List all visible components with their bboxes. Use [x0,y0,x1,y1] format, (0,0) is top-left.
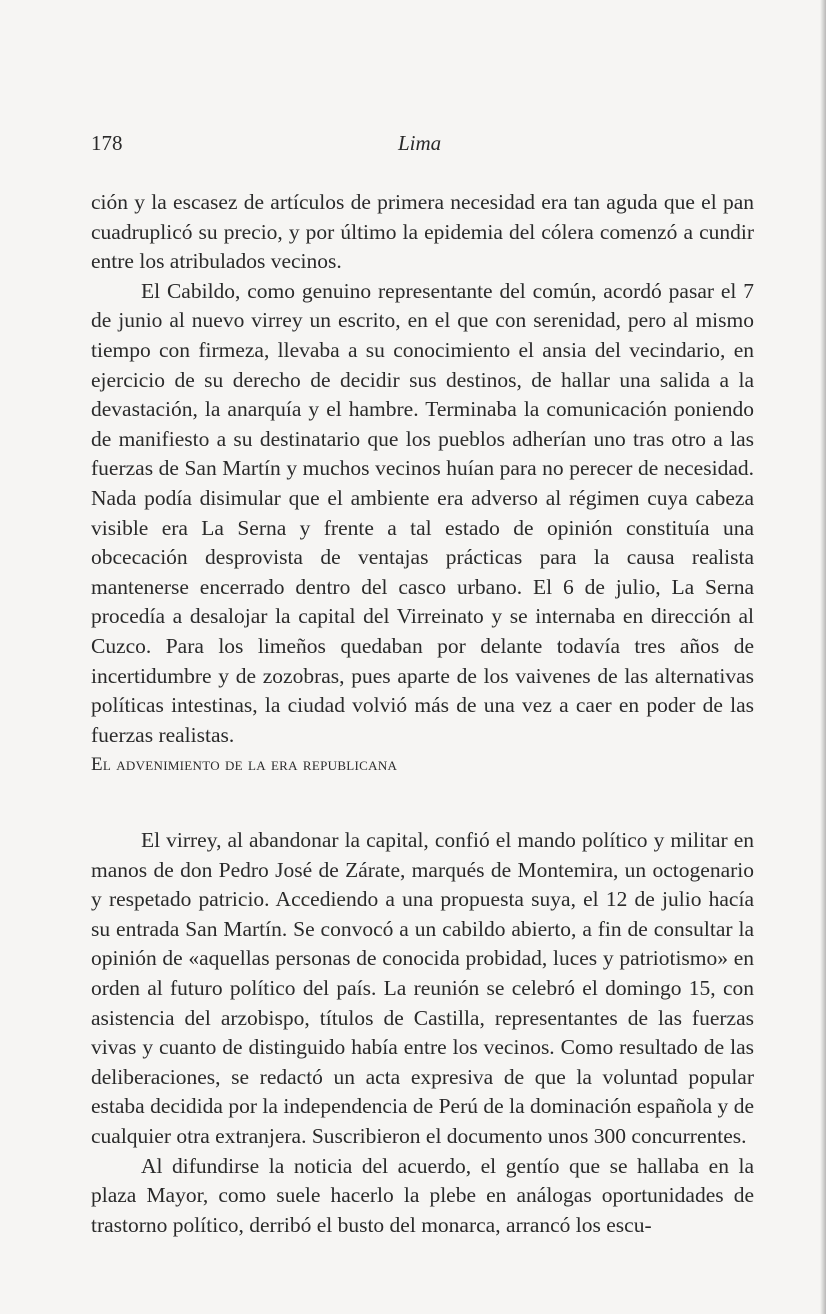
section-heading: El advenimiento de la era republicana [91,754,398,775]
page-edge-shadow [820,0,826,1314]
page-number: 178 [91,131,123,155]
running-header [91,131,754,161]
body-paragraph: ción y la escasez de artículos de primera necesidad era tan aguda que el pan cuadruplicó su precio, y por último la epidemia del cólera comenzó a cundir entre los atribulados vecinos. [91,190,754,274]
body-paragraph: El virrey, al abandonar la capital, confió el mando político y militar en manos de don Pedro José de Zárate, marqués de Montemira, un octogenario y respetado patricio. Accediendo a una propuesta suya, el 12 de julio hacía su entrada San Martín. Se convocó a un cabildo abierto, a fin de consultar la opinión de «aquellas personas de conocida probidad, luces y patriotismo» en orden al futuro político del país. La reunión se celebró el domingo 15, con asistencia del arzobispo, títulos de Castilla, representantes de las fuerzas vivas y cuanto de distinguido había entre los vecinos. Como resultado de las deliberaciones, se redactó un acta expresiva de que la voluntad popular estaba decidida por la independencia de Perú de la dominación española y de cualquier otra extranjera. Suscribieron el documento unos 300 concurrentes. [91,828,754,1148]
body-paragraph: Al difundirse la noticia del acuerdo, el gentío que se hallaba en la plaza Mayor, como suele hacerlo la plebe en análogas oportunidades de trastorno político, derribó el busto del monarca, arrancó los escu- [91,1153,754,1237]
running-title: Lima [398,131,442,155]
body-paragraph: El Cabildo, como genuino representante del común, acordó pasar el 7 de junio al nuevo virrey un escrito, en el que con serenidad, pero al mismo tiempo con firmeza, llevaba a su conocimiento el ansia del vecindario, en ejercicio de su derecho de decidir sus destinos, de hallar una salida a la devastación, la anarquía y el hambre. Terminaba la comunicación poniendo de manifiesto a su destinatario que los pueblos adherían uno tras otro a las fuerzas de San Martín y muchos vecinos huían para no perecer de necesidad. Nada podía disimular que el ambiente era adverso al régimen cuya cabeza visible era La Serna y frente a tal estado de opinión constituía una obcecación desprovista de ventajas prácticas para la causa realista mantenerse encerrado dentro del casco urbano. El 6 de julio, La Serna procedía a desalojar la capital del Virreinato y se internaba en dirección al Cuzco. Para los limeños quedaban por delante todavía tres años de incertidumbre y de zozobras, pues aparte de los vaivenes de las alternativas políticas intestinas, la ciudad volvió más de una vez a caer en poder de las fuerzas realistas. [91,278,754,747]
text-block-lower [91,826,754,1240]
text-block-upper [91,188,754,750]
